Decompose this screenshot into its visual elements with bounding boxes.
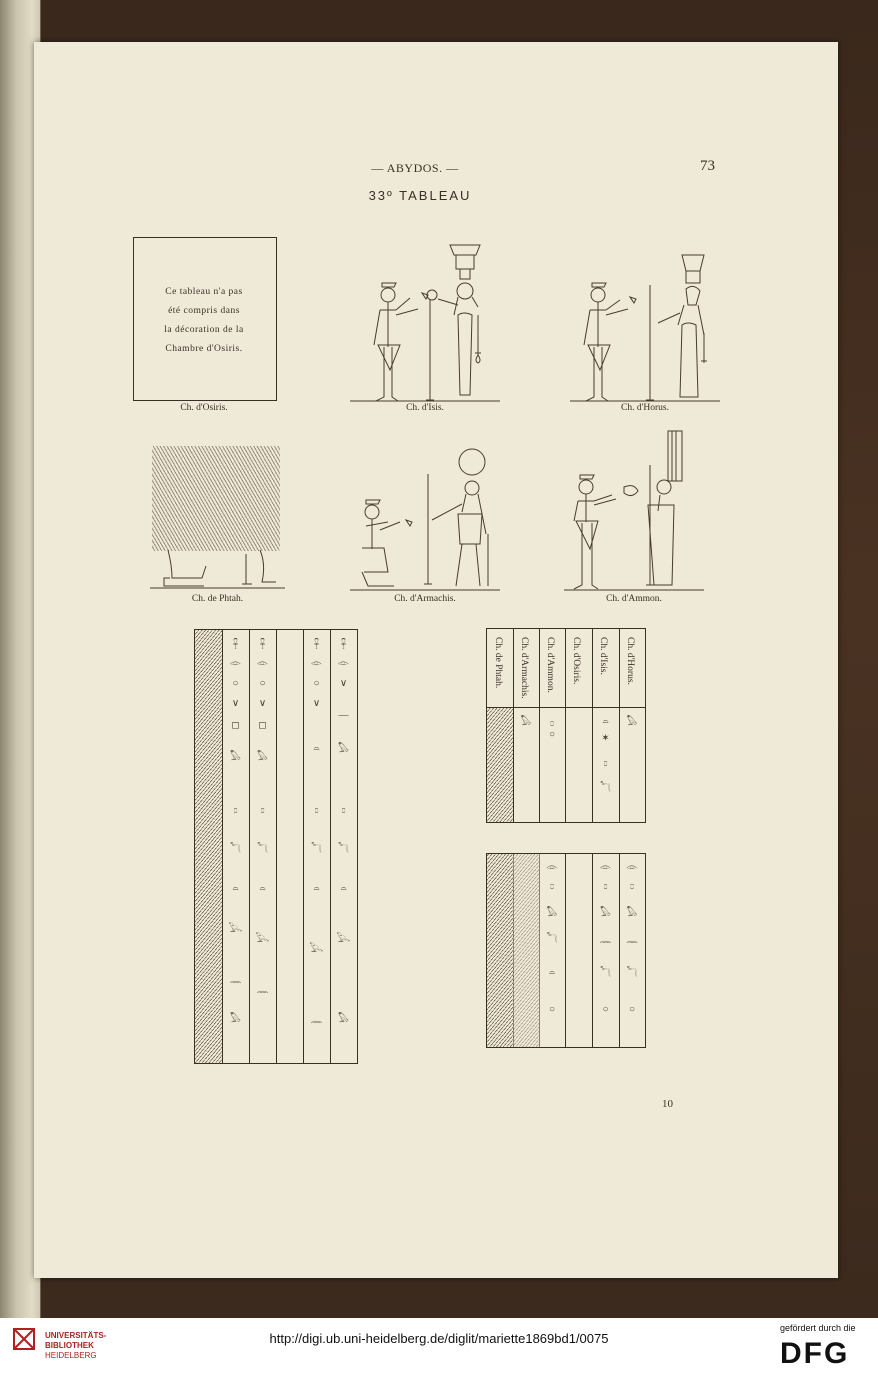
- damaged-area: [152, 446, 280, 551]
- permalink-url[interactable]: http://digi.ub.uni-heidelberg.de/diglit/mariette1869bd1/0075: [269, 1331, 609, 1346]
- institution-line: BIBLIOTHEK: [45, 1341, 94, 1350]
- header-horus: Ch. d'Horus.: [625, 637, 635, 685]
- scene-armachis: [350, 444, 500, 592]
- table-column: [487, 854, 514, 1047]
- hieroglyph-table-main: [194, 629, 358, 1064]
- scene-phtah: [150, 540, 285, 592]
- table-column: 𓋹 𓁹 ○ ∨ ◻ 𓅃 𓊪 𓆓 𓏏 𓅂 𓈖: [249, 630, 277, 1063]
- scene-ammon: [564, 425, 704, 592]
- table-column: [487, 629, 514, 822]
- table-column: 𓋹 𓁹 ∨ — 𓅃 𓊪 𓆓 𓏏 𓅂 𓅃: [336, 640, 351, 1025]
- header-osiris: Ch. d'Osiris.: [571, 637, 581, 685]
- hieroglyph-table-lower: [486, 853, 646, 1048]
- table-column: [565, 854, 593, 1047]
- table-column: [195, 630, 223, 1063]
- table-column: 𓁹 𓊪 𓅃 𓈖 𓆓 ○: [592, 854, 620, 1047]
- hatched-cell: [487, 708, 513, 822]
- note-line: Ce tableau n'a pas: [165, 287, 243, 297]
- page-number: 73: [700, 158, 715, 174]
- table-column: Ch. d'Horus. 𓅃: [625, 637, 638, 728]
- scene-isis: [350, 235, 500, 403]
- table-column: 𓋹 𓁹 ○ ∨ ◻ 𓅃 𓊪 𓆓 𓏏 𓅂 𓈖 𓅃: [222, 630, 250, 1063]
- book-page: [34, 42, 838, 1278]
- sponsor-text: gefördert durch die: [780, 1323, 856, 1333]
- table-column: Ch. d'Isis. 𓏏 ✶ 𓊪 𓆓: [592, 629, 620, 822]
- table-column: [565, 629, 593, 822]
- table-column: Ch. d'Armachis. 𓅃: [513, 629, 540, 822]
- caption-phtah: Ch. de Phtah.: [191, 594, 244, 604]
- header-ammon: Ch. d'Ammon.: [545, 637, 555, 693]
- table-column: 𓁹 𓊪 𓅃 𓈖 𓆓 ○: [625, 862, 639, 1015]
- plate-number: 10: [662, 1098, 673, 1110]
- note-line: Chambre d'Osiris.: [165, 344, 243, 354]
- institution-line: UNIVERSITÄTS-: [45, 1331, 107, 1340]
- caption-horus: Ch. d'Horus.: [621, 403, 669, 413]
- header-phtah: Ch. de Phtah.: [493, 637, 503, 689]
- scene-horus: [570, 245, 720, 403]
- caption-osiris: Ch. d'Osiris.: [180, 403, 228, 413]
- caption-isis: Ch. d'Isis.: [406, 403, 444, 413]
- note-line: été compris dans: [168, 306, 240, 316]
- header-armachis: Ch. d'Armachis.: [519, 637, 529, 699]
- note-text: [140, 283, 268, 359]
- institution-line: HEIDELBERG: [45, 1351, 97, 1360]
- chapel-headers-table: [486, 628, 646, 823]
- table-column: [513, 854, 540, 1047]
- caption-armachis: Ch. d'Armachis.: [394, 594, 456, 604]
- table-column: 𓁹 𓊪 𓅃 𓆓 𓏏 ○: [539, 854, 566, 1047]
- header-isis: Ch. d'Isis.: [598, 637, 608, 675]
- note-line: la décoration de la: [164, 325, 244, 335]
- caption-ammon: Ch. d'Ammon.: [606, 594, 662, 604]
- running-header: — ABYDOS. —: [371, 161, 459, 175]
- table-column: Ch. d'Ammon. 𓊪 ○: [539, 629, 566, 822]
- plate-title: 33º TABLEAU: [368, 188, 472, 203]
- footer-bar: [0, 1318, 878, 1379]
- table-column: [276, 630, 304, 1063]
- table-column: 𓋹 𓁹 ○ ∨ 𓏏 𓊪 𓆓 𓏏 𓅂 𓈖: [303, 630, 331, 1063]
- dfg-logo: DFG: [780, 1337, 850, 1370]
